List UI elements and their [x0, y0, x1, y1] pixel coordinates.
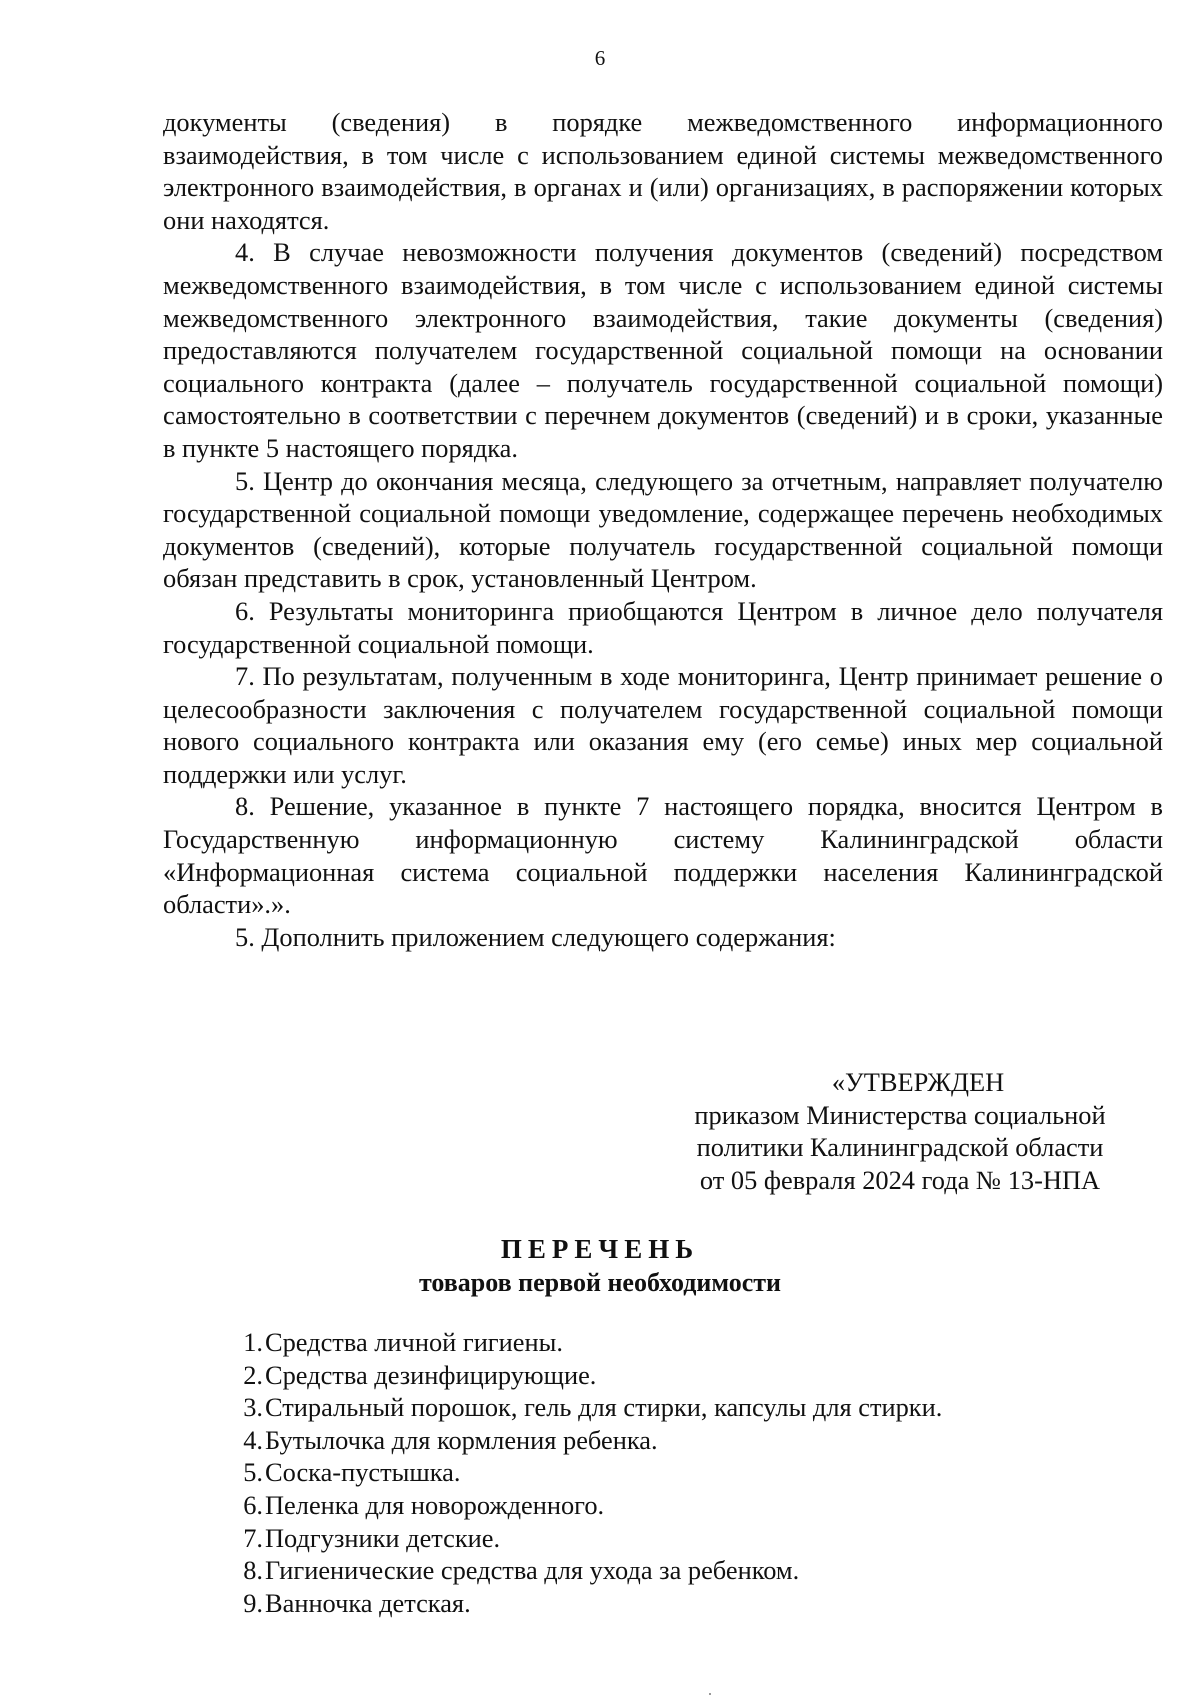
list-item-number: 6. — [243, 1489, 263, 1520]
scan-speck — [709, 1693, 711, 1695]
paragraph-item-4: 4. В случае невозможности получения документов (сведений) посредством межведомственного взаимодействия, в том числе с использованием единой системы межведомственного электронного взаимодействия, такие документы (сведения) предоставляются получателем государственной социальной помощи на основании социального контракта (далее – получатель государственной социальной помощи) самостоятельно в соответствии с перечнем документов (сведений) и в сроки, указанные в пункте 5 настоящего порядка. — [163, 237, 1163, 463]
paragraph-item-5: 5. Центр до окончания месяца, следующего за отчетным, направляет получателю государственной социальной помощи уведомление, содержащее перечень необходимых документов (сведений), которые получатель государственной социальной помощи обязан представить в срок, установленный Центром. — [163, 465, 1163, 594]
list-item-number: 4. — [243, 1424, 263, 1455]
list-item — [0, 1326, 1200, 1359]
paragraph-item-7: 7. По результатам, полученным в ходе мониторинга, Центр принимает решение о целесообразности заключения с получателем государственной социальной помощи нового социального контракта или оказания ему (его семье) иных мер социальной поддержки или услуг. — [163, 661, 1163, 789]
list-title: ПЕРЕЧЕНЬ — [500, 1234, 700, 1264]
list-item — [0, 1554, 1200, 1587]
approval-heading: «УТВЕРЖДЕН — [831, 1067, 1005, 1097]
list-item-number: 7. — [243, 1522, 263, 1553]
approval-line: приказом Министерства социальной — [694, 1099, 1106, 1130]
list-heading — [0, 1232, 1200, 1300]
approval-block — [670, 1066, 1130, 1196]
list-item-text: Пеленка для новорожденного. — [265, 1489, 605, 1520]
list-item-number: 1. — [243, 1327, 263, 1357]
list-item — [0, 1587, 1200, 1620]
list-item-number: 5. — [243, 1457, 263, 1488]
list-item-text: Бутылочка для кормления ребенка. — [265, 1424, 658, 1455]
list-item — [0, 1424, 1200, 1457]
list-item-number: 8. — [243, 1555, 263, 1586]
list-item-number: 2. — [243, 1359, 263, 1390]
list-item-text: Средства личной гигиены. — [265, 1327, 563, 1357]
list-item — [0, 1391, 1200, 1424]
list-item-text: Соска-пустышка. — [265, 1457, 461, 1488]
page-number: 6 — [594, 46, 606, 70]
list-item-text: Средства дезинфицирующие. — [265, 1359, 597, 1390]
approval-line: от 05 февраля 2024 года № 13-НПА — [699, 1164, 1101, 1195]
list-item-number: 3. — [243, 1392, 263, 1423]
paragraph-amendment-5: 5. Дополнить приложением следующего содержания: — [235, 921, 836, 952]
approval-line: политики Калининградской области — [696, 1132, 1104, 1163]
list-item — [0, 1522, 1200, 1555]
paragraph-continuation: документы (сведения) в порядке межведомственного информационного взаимодействия, в том числе с использованием единой системы межведомственного электронного взаимодействия, в органах и (или) организациях, в распоряжении которых они находятся. — [163, 107, 1163, 235]
list-item — [0, 1359, 1200, 1392]
paragraph-item-6: 6. Результаты мониторинга приобщаются Центром в личное дело получателя государственной социальной помощи. — [163, 595, 1163, 659]
list-item — [0, 1489, 1200, 1522]
list-item-number: 9. — [243, 1587, 263, 1618]
list-item-text: Гигиенические средства для ухода за ребенком. — [265, 1555, 800, 1586]
document-body — [163, 106, 1163, 953]
paragraph-item-8: 8. Решение, указанное в пункте 7 настоящего порядка, вносится Центром в Государственную информационную систему Калининградской области «Информационная система социальной поддержки населения Калининградской области».». — [163, 791, 1163, 920]
list-item-text: Ванночка детская. — [265, 1587, 471, 1618]
list-item-text: Стиральный порошок, гель для стирки, капсулы для стирки. — [265, 1392, 943, 1423]
list-subtitle: товаров первой необходимости — [418, 1268, 782, 1297]
list-item-text: Подгузники детские. — [265, 1522, 501, 1553]
list-item — [0, 1456, 1200, 1489]
goods-list — [0, 1326, 1200, 1619]
